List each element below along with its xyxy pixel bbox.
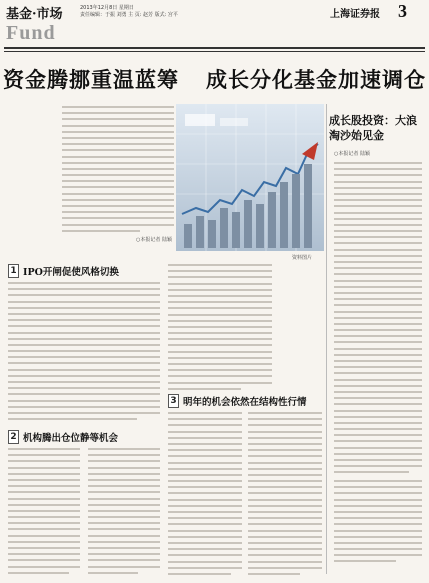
column-divider [326, 104, 327, 574]
issue-info [80, 5, 178, 19]
sidebar-paragraph-1 [334, 162, 422, 478]
newspaper-logo: 上海证券报 [330, 9, 380, 20]
section-3-paragraph-col2 [248, 412, 322, 579]
lead-paragraph [62, 106, 174, 236]
sidebar-byline: ○本报记者 陆颖 [334, 151, 370, 157]
section-2-paragraph-col2 [88, 448, 160, 578]
headline-part-2: 成长分化基金加速调仓 [206, 67, 427, 92]
sidebar-paragraph-2 [334, 480, 422, 567]
subheading-number: 2 [8, 430, 19, 444]
sidebar-headline: 成长股投资：大浪淘沙始见金 [329, 114, 417, 142]
lead-byline: ○本报记者 陆颖 [136, 237, 172, 243]
subheading-text: 机构腾出仓位静等机会 [23, 432, 119, 444]
section-name-en: Fund [6, 22, 56, 44]
header-rule [4, 47, 425, 49]
section-3-paragraph-col1 [168, 412, 242, 579]
main-headline [0, 64, 429, 94]
page-number: 3 [398, 1, 407, 21]
subheading-3 [168, 392, 307, 409]
page-header [0, 0, 429, 52]
section-2-paragraph-col1 [8, 448, 80, 578]
subheading-1 [8, 262, 119, 279]
editor-credits: 责任编辑：于振 刘勇 主 页: 赵芳 版式: 宫平 [80, 12, 178, 18]
subheading-number: 1 [8, 264, 19, 278]
issue-date: 2013年12月8日 星期日 [80, 5, 134, 11]
section-1-paragraph [8, 282, 160, 424]
subheading-text: 明年的机会依然在结构性行情 [183, 396, 307, 408]
chart-caption: 资料图片 [292, 255, 313, 261]
section-name: 基金·市场 [6, 7, 63, 22]
subheading-2 [8, 428, 118, 445]
subheading-number: 3 [168, 394, 179, 408]
header-rule-thin [4, 51, 425, 52]
stock-chart-photo [176, 104, 324, 251]
headline-part-1: 资金腾挪重温蓝筹 [2, 67, 179, 92]
subheading-text: IPO开闸促使风格切换 [23, 266, 119, 278]
section-1-paragraph-col2 [168, 264, 272, 394]
